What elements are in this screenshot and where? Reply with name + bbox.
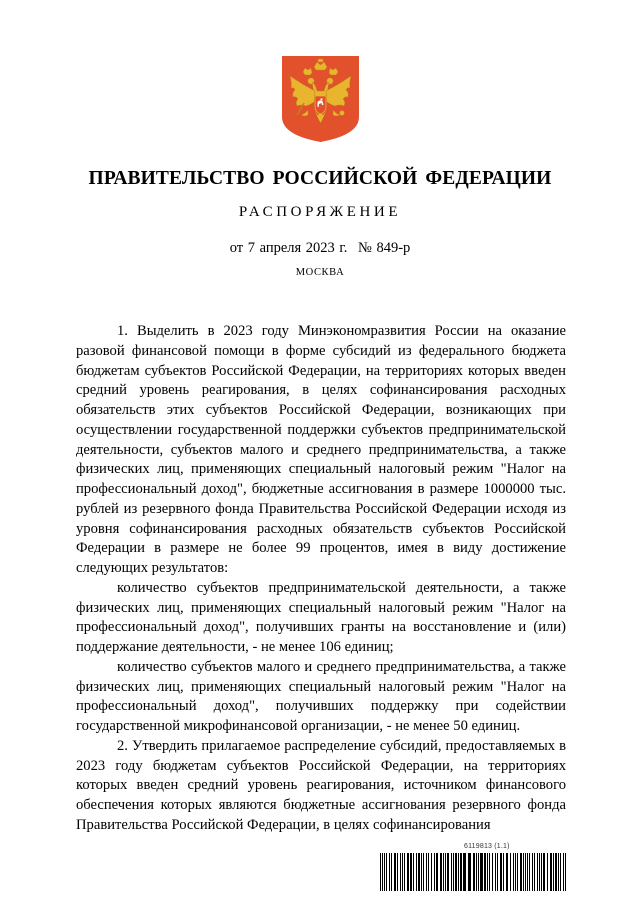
paragraph-2: 2. Утвердить прилагаемое распределение субсидий, предоставляемых в 2023 году бюджетам субъектов Российской Федерации, на территориях которых введен средний уровень реагирования, источником финансового обеспечения которых являются бюджетные ассигнования резервного фонда Правительства Российской Федерации, в целях софинансирования: [76, 737, 566, 833]
document-number: 849-р: [376, 240, 411, 256]
coat-of-arms-icon: [281, 55, 360, 143]
paragraph-result-1: количество субъектов предпринимательской деятельности, а также физических лиц, применяющих специальный налоговый режим "Налог на профессиональный доход", получивших гранты на восстановление и (или) поддержание деятельности, - не менее 106 единиц;: [76, 579, 566, 655]
barcode-code: 6119813 (1.1): [464, 843, 510, 850]
document-body: [76, 322, 566, 836]
document-barcode-block: [380, 843, 570, 893]
paragraph-result-2: количество субъектов малого и среднего предпринимательства, а также физических лиц, применяющих специальный налоговый режим "Налог на профессиональный доход", получивших поддержку при содействии государственной микрофинансовой организации, - не менее 50 единиц.: [76, 658, 566, 734]
government-title: ПРАВИТЕЛЬСТВО РОССИЙСКОЙ ФЕДЕРАЦИИ: [88, 168, 552, 189]
barcode-icon: [380, 853, 570, 891]
number-sign: №: [358, 240, 372, 256]
paragraph-1: 1. Выделить в 2023 году Минэкономразвития России на оказание разовой финансовой помощи в форме субсидий из федерального бюджета бюджетам субъектов Российской Федерации, на территориях которых введен средний уровень реагирования, в целях софинансирования расходных обязательств этих субъектов Российской Федерации, возникающих при осуществлении государственной поддержки субъектов предпринимательской деятельности, субъектов малого и среднего предпринимательства, а также физических лиц, применяющих специальный налоговый режим "Налог на профессиональный доход", бюджетные ассигнования в размере 1000000 тыс. рублей из резервного фонда Правительства Российской Федерации исходя из уровня софинансирования расходных обязательств субъектов Российской Федерации в размере не более 99 процентов, имея в виду достижение следующих результатов:: [76, 323, 566, 576]
document-date: от 7 апреля 2023 г.: [229, 240, 348, 256]
city-label: МОСКВА: [295, 267, 345, 278]
document-type: РАСПОРЯЖЕНИЕ: [238, 204, 402, 220]
document-date-line: [0, 240, 640, 257]
